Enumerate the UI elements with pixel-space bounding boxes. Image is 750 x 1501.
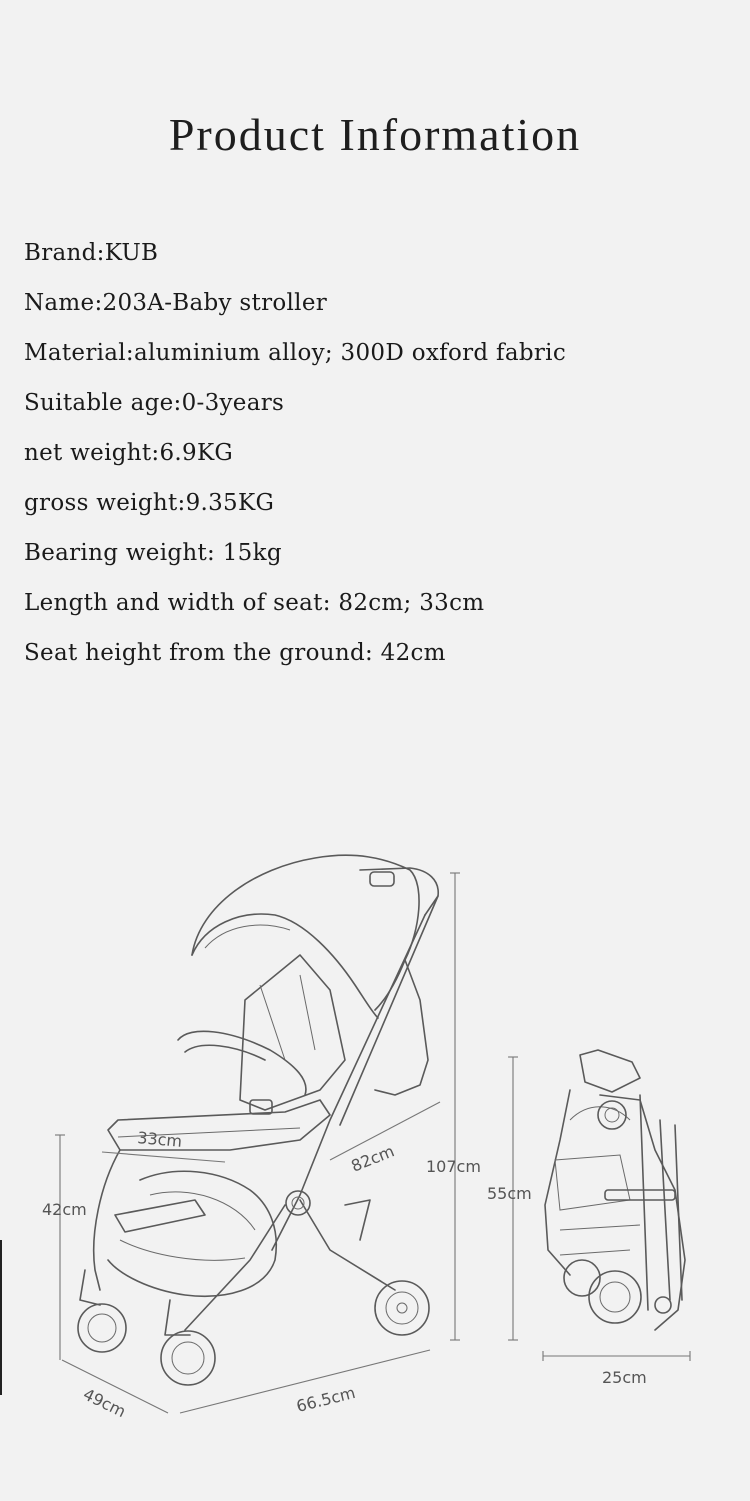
spec-brand: Brand:KUB [24, 240, 159, 266]
spec-seat-height: Seat height from the ground: 42cm [24, 640, 446, 666]
spec-seat-size: Length and width of seat: 82cm; 33cm [24, 590, 485, 616]
label-seat-height: 42cm [42, 1200, 87, 1219]
spec-bearing-weight: Bearing weight: 15kg [24, 540, 282, 566]
label-total-height: 107cm [426, 1157, 481, 1176]
label-seat-length: 82cm [348, 1141, 397, 1176]
label-folded-height: 55cm [487, 1184, 532, 1203]
spec-material: Material:aluminium alloy; 300D oxford fabric [24, 340, 566, 366]
spec-list [24, 236, 566, 686]
label-length: 66.5cm [294, 1382, 358, 1416]
spec-gross-weight: gross weight:9.35KG [24, 490, 275, 516]
label-depth: 49cm [80, 1384, 129, 1422]
page-title: Product Information [168, 109, 582, 160]
spec-name: Name:203A-Baby stroller [24, 290, 328, 316]
stroller-dimension-drawing [0, 820, 750, 1460]
spec-net-weight: net weight:6.9KG [24, 440, 234, 466]
folded-stroller-illustration [545, 1050, 685, 1330]
label-folded-width: 25cm [602, 1368, 647, 1387]
label-seat-width: 33cm [136, 1128, 183, 1151]
spec-age: Suitable age:0-3years [24, 390, 285, 416]
open-stroller-illustration [78, 855, 438, 1385]
